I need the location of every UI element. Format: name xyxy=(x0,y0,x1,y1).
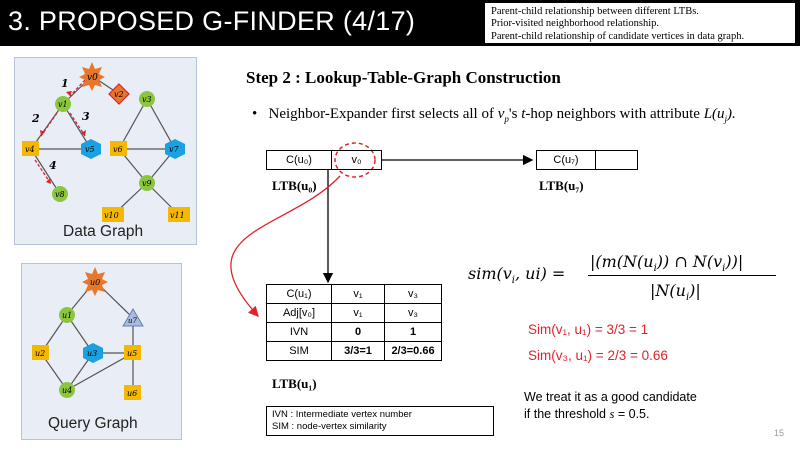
step-title: Step 2 : Lookup-Table-Graph Construction xyxy=(246,68,561,87)
ltb-u1-row-sim: SIM 3/3=1 2/3=0.66 xyxy=(267,342,442,361)
svg-text:v5: v5 xyxy=(85,145,95,154)
svg-text:u7: u7 xyxy=(128,317,137,325)
edge-label-4: 4 xyxy=(49,159,57,172)
threshold-note-line-2: if the threshold s = 0.5. xyxy=(524,407,650,421)
svg-text:v3: v3 xyxy=(142,95,152,104)
slide-title: 3. PROPOSED G-FINDER (4/17) xyxy=(8,6,416,36)
svg-text:u5: u5 xyxy=(127,349,138,358)
svg-text:u1: u1 xyxy=(62,311,73,320)
ltb-u0-table xyxy=(266,150,382,170)
svg-text:v11: v11 xyxy=(170,211,185,220)
definition-sim: SIM : node-vertex similarity xyxy=(272,420,387,432)
similarity-result-v1: Sim(v₁, u₁) = 3/3 = 1 xyxy=(528,322,649,337)
ltb-u7-table xyxy=(536,150,638,170)
ltb-u0-cell-v0: v₀ xyxy=(332,151,382,170)
definition-ivn: IVN : Intermediate vertex number xyxy=(272,409,412,420)
ltb-u0-cell-c: C(u₀) xyxy=(267,151,332,170)
formula-fraction-bar xyxy=(588,275,776,276)
ltb-u7-label: LTB(u₇) xyxy=(539,178,584,193)
formula-numerator: $|(m(N(u_i))$ ∩ $N(v_i))|$ xyxy=(590,252,744,275)
svg-text:v4: v4 xyxy=(25,145,35,154)
threshold-note-line-1: We treat it as a good candidate xyxy=(524,390,697,404)
definitions-box xyxy=(266,406,494,436)
ltb-u7-cell-c: C(u₇) xyxy=(537,151,596,170)
svg-text:v10: v10 xyxy=(104,211,119,220)
svg-text:v6: v6 xyxy=(113,145,123,154)
ltb-u0-label: LTB(u₀) xyxy=(272,178,317,193)
query-graph-caption: Query Graph xyxy=(48,415,138,432)
edge-label-2: 2 xyxy=(32,112,40,125)
ltb-u1-label: LTB(u₁) xyxy=(272,376,317,391)
bullet-symbol: • xyxy=(252,106,258,122)
svg-text:u6: u6 xyxy=(127,389,138,398)
ltb-u1-row-c: C(u₁) v₁ v₃ xyxy=(267,285,442,304)
ltb-u1-table xyxy=(266,284,442,361)
edge-label-1: 1 xyxy=(61,77,69,90)
svg-text:v0: v0 xyxy=(87,73,98,83)
similarity-formula: $sim(v_i$, ui) = xyxy=(468,264,566,287)
formula-denominator: $|N(u_i)|$ xyxy=(650,281,701,304)
svg-text:u2: u2 xyxy=(35,349,46,358)
threshold-note xyxy=(524,389,697,423)
edge-label-3: 3 xyxy=(82,110,90,123)
legend-line-2: Prior-visited neighborhood relationship. xyxy=(491,18,660,30)
svg-text:v7: v7 xyxy=(169,145,179,154)
legend-line-1: Parent-child relationship between different LTBs. xyxy=(491,6,699,17)
svg-text:v2: v2 xyxy=(114,90,124,99)
ltb-u7-cell-empty xyxy=(596,151,638,170)
svg-text:u3: u3 xyxy=(87,349,98,358)
data-graph-caption: Data Graph xyxy=(63,223,144,240)
bullet-text: • Neighbor-Expander first selects all of $v_p's$ t-hop neighbors with attribute $L(u_j)$. xyxy=(252,106,736,124)
svg-text:v8: v8 xyxy=(55,190,65,199)
svg-text:v1: v1 xyxy=(58,100,68,109)
svg-text:u4: u4 xyxy=(62,386,73,395)
svg-text:u0: u0 xyxy=(90,278,101,287)
svg-text:v9: v9 xyxy=(142,179,152,188)
legend-line-3: Parent-child relationship of candidate vertices in data graph. xyxy=(491,30,745,42)
ltb-u1-row-ivn: IVN 0 1 xyxy=(267,323,442,342)
ltb-u1-row-adj: Adj[v₀] v₁ v₃ xyxy=(267,304,442,323)
page-number: 15 xyxy=(774,428,785,438)
similarity-result-v3: Sim(v₃, u₁) = 2/3 = 0.66 xyxy=(528,348,668,363)
